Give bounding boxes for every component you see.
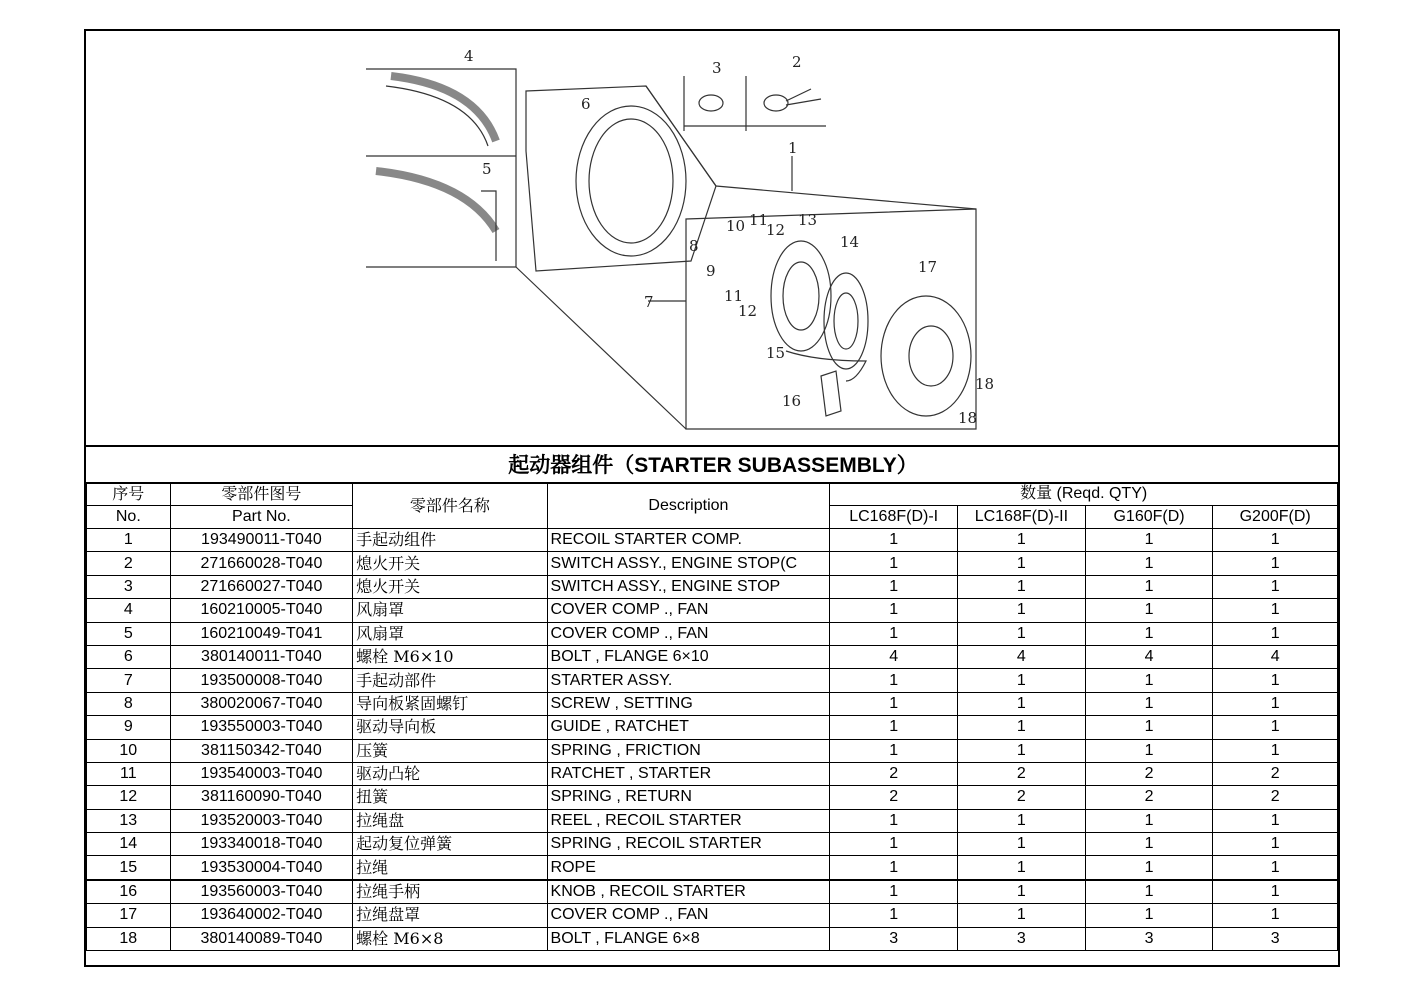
callout-label: 18 (975, 375, 995, 393)
row-number: 8 (87, 692, 171, 715)
table-row (87, 762, 1338, 785)
table-row (87, 786, 1338, 809)
part-number: 381160090-T040 (170, 786, 353, 809)
header-name-cn: 零部件名称 (353, 483, 547, 529)
part-description: SWITCH ASSY., ENGINE STOP (547, 575, 830, 598)
qty-cell: 1 (1085, 833, 1213, 856)
qty-cell: 1 (1213, 856, 1338, 880)
part-description: SPRING , FRICTION (547, 739, 830, 762)
callout-label: 1 (788, 139, 798, 157)
part-description: SPRING , RETURN (547, 786, 830, 809)
qty-cell: 1 (1085, 856, 1213, 880)
part-number: 193530004-T040 (170, 856, 353, 880)
header-model: G200F(D) (1213, 506, 1338, 529)
row-number: 9 (87, 716, 171, 739)
qty-cell: 1 (830, 809, 958, 832)
part-name-cn: 手起动组件 (353, 529, 547, 552)
qty-cell: 1 (1213, 599, 1338, 622)
part-name-cn: 拉绳手柄 (353, 880, 547, 904)
part-number: 193520003-T040 (170, 809, 353, 832)
part-number: 193500008-T040 (170, 669, 353, 692)
qty-cell: 4 (1085, 645, 1213, 668)
qty-cell: 1 (1085, 575, 1213, 598)
qty-cell: 1 (830, 552, 958, 575)
header-model: G160F(D) (1085, 506, 1213, 529)
qty-cell: 1 (958, 552, 1086, 575)
callout-label: 9 (706, 262, 716, 280)
qty-cell: 1 (1085, 529, 1213, 552)
table-row (87, 622, 1338, 645)
callout-label: 3 (712, 59, 722, 77)
part-number: 193540003-T040 (170, 762, 353, 785)
row-number: 11 (87, 762, 171, 785)
qty-cell: 1 (830, 669, 958, 692)
part-description: KNOB , RECOIL STARTER (547, 880, 830, 904)
part-description: STARTER ASSY. (547, 669, 830, 692)
qty-cell: 1 (958, 739, 1086, 762)
part-name-cn: 扭簧 (353, 786, 547, 809)
row-number: 17 (87, 904, 171, 927)
section-title: 起动器组件（STARTER SUBASSEMBLY） (86, 445, 1340, 484)
qty-cell: 1 (1213, 739, 1338, 762)
header-part-cn: 零部件图号 (170, 483, 353, 506)
row-number: 4 (87, 599, 171, 622)
table-row (87, 529, 1338, 552)
row-number: 1 (87, 529, 171, 552)
row-number: 6 (87, 645, 171, 668)
qty-cell: 1 (830, 529, 958, 552)
row-number: 16 (87, 880, 171, 904)
qty-cell: 1 (1213, 904, 1338, 927)
header-model: LC168F(D)-I (830, 506, 958, 529)
qty-cell: 1 (1213, 692, 1338, 715)
part-name-cn: 熄火开关 (353, 552, 547, 575)
qty-cell: 1 (1085, 622, 1213, 645)
qty-cell: 4 (830, 645, 958, 668)
callout-label: 7 (644, 293, 654, 311)
qty-cell: 1 (1085, 809, 1213, 832)
part-description: SWITCH ASSY., ENGINE STOP(C (547, 552, 830, 575)
row-number: 13 (87, 809, 171, 832)
table-row (87, 833, 1338, 856)
qty-cell: 1 (958, 622, 1086, 645)
part-description: COVER COMP ., FAN (547, 622, 830, 645)
qty-cell: 1 (958, 856, 1086, 880)
header-qty-group: 数量 (Reqd. QTY) (830, 483, 1338, 506)
table-row (87, 716, 1338, 739)
part-name-cn: 驱动凸轮 (353, 762, 547, 785)
qty-cell: 3 (1085, 927, 1213, 950)
part-number: 193560003-T040 (170, 880, 353, 904)
qty-cell: 2 (830, 786, 958, 809)
row-number: 10 (87, 739, 171, 762)
qty-cell: 2 (1213, 786, 1338, 809)
header-no-en: No. (87, 506, 171, 529)
qty-cell: 2 (958, 762, 1086, 785)
qty-cell: 1 (1213, 622, 1338, 645)
row-number: 3 (87, 575, 171, 598)
qty-cell: 1 (958, 904, 1086, 927)
callout-label: 14 (840, 233, 860, 251)
part-description: ROPE (547, 856, 830, 880)
row-number: 2 (87, 552, 171, 575)
qty-cell: 1 (958, 529, 1086, 552)
part-name-cn: 拉绳 (353, 856, 547, 880)
qty-cell: 1 (1213, 833, 1338, 856)
row-number: 7 (87, 669, 171, 692)
part-name-cn: 手起动部件 (353, 669, 547, 692)
qty-cell: 1 (1085, 880, 1213, 904)
qty-cell: 1 (830, 599, 958, 622)
table-row (87, 927, 1338, 950)
part-number: 381150342-T040 (170, 739, 353, 762)
qty-cell: 4 (958, 645, 1086, 668)
qty-cell: 1 (1085, 552, 1213, 575)
callout-label: 17 (918, 258, 938, 276)
qty-cell: 1 (1213, 669, 1338, 692)
header-description: Description (547, 483, 830, 529)
qty-cell: 1 (958, 716, 1086, 739)
part-description: REEL , RECOIL STARTER (547, 809, 830, 832)
qty-cell: 1 (958, 669, 1086, 692)
header-part-en: Part No. (170, 506, 353, 529)
part-number: 271660028-T040 (170, 552, 353, 575)
qty-cell: 2 (830, 762, 958, 785)
table-row (87, 856, 1338, 880)
callout-label: 18 (958, 409, 978, 427)
table-row (87, 809, 1338, 832)
part-number: 193490011-T040 (170, 529, 353, 552)
part-name-cn: 压簧 (353, 739, 547, 762)
qty-cell: 1 (830, 833, 958, 856)
part-description: GUIDE , RATCHET (547, 716, 830, 739)
qty-cell: 1 (830, 880, 958, 904)
part-number: 380020067-T040 (170, 692, 353, 715)
table-row (87, 599, 1338, 622)
callout-label: 6 (581, 95, 591, 113)
qty-cell: 3 (958, 927, 1086, 950)
qty-cell: 1 (1213, 529, 1338, 552)
part-description: SPRING , RECOIL STARTER (547, 833, 830, 856)
row-number: 18 (87, 927, 171, 950)
part-number: 271660027-T040 (170, 575, 353, 598)
callout-label: 11 (749, 211, 769, 229)
qty-cell: 1 (1085, 599, 1213, 622)
part-number: 380140011-T040 (170, 645, 353, 668)
table-row (87, 904, 1338, 927)
header-no-cn: 序号 (87, 483, 171, 506)
part-name-cn: 风扇罩 (353, 622, 547, 645)
part-name-cn: 起动复位弹簧 (353, 833, 547, 856)
callout-label: 12 (766, 221, 786, 239)
row-number: 14 (87, 833, 171, 856)
callout-label: 15 (766, 344, 786, 362)
qty-cell: 4 (1213, 645, 1338, 668)
part-number: 380140089-T040 (170, 927, 353, 950)
callout-label: 8 (689, 237, 699, 255)
parts-table-body (87, 529, 1338, 951)
row-number: 12 (87, 786, 171, 809)
qty-cell: 1 (1085, 669, 1213, 692)
table-row (87, 645, 1338, 668)
part-name-cn: 导向板紧固螺钉 (353, 692, 547, 715)
part-name-cn: 风扇罩 (353, 599, 547, 622)
exploded-view-drawing (86, 31, 1340, 445)
qty-cell: 1 (958, 599, 1086, 622)
qty-cell: 1 (958, 833, 1086, 856)
qty-cell: 1 (1213, 716, 1338, 739)
qty-cell: 2 (958, 786, 1086, 809)
callout-label: 4 (464, 47, 474, 65)
qty-cell: 1 (1085, 692, 1213, 715)
qty-cell: 1 (958, 880, 1086, 904)
row-number: 15 (87, 856, 171, 880)
part-name-cn: 拉绳盘 (353, 809, 547, 832)
qty-cell: 1 (1213, 552, 1338, 575)
part-name-cn: 螺栓 M6×8 (353, 927, 547, 950)
part-description: RATCHET , STARTER (547, 762, 830, 785)
callout-label: 13 (798, 211, 818, 229)
qty-cell: 1 (1085, 739, 1213, 762)
qty-cell: 1 (1213, 575, 1338, 598)
part-description: COVER COMP ., FAN (547, 599, 830, 622)
part-description: COVER COMP ., FAN (547, 904, 830, 927)
qty-cell: 3 (830, 927, 958, 950)
table-row (87, 739, 1338, 762)
callout-label: 12 (738, 302, 758, 320)
part-description: BOLT , FLANGE 6×8 (547, 927, 830, 950)
qty-cell: 1 (958, 575, 1086, 598)
qty-cell: 1 (830, 622, 958, 645)
qty-cell: 1 (830, 716, 958, 739)
qty-cell: 3 (1213, 927, 1338, 950)
callout-label: 16 (782, 392, 802, 410)
table-row (87, 880, 1338, 904)
exploded-view-diagram (86, 31, 1340, 447)
qty-cell: 1 (830, 904, 958, 927)
part-name-cn: 螺栓 M6×10 (353, 645, 547, 668)
table-row (87, 692, 1338, 715)
header-model: LC168F(D)-II (958, 506, 1086, 529)
callout-label: 5 (482, 160, 492, 178)
qty-cell: 1 (830, 575, 958, 598)
callout-label: 2 (792, 53, 802, 71)
callout-label: 10 (726, 217, 746, 235)
part-number: 160210049-T041 (170, 622, 353, 645)
qty-cell: 1 (830, 739, 958, 762)
part-number: 160210005-T040 (170, 599, 353, 622)
part-number: 193550003-T040 (170, 716, 353, 739)
qty-cell: 1 (1213, 809, 1338, 832)
qty-cell: 2 (1085, 786, 1213, 809)
qty-cell: 1 (830, 692, 958, 715)
qty-cell: 2 (1213, 762, 1338, 785)
table-row (87, 669, 1338, 692)
part-description: RECOIL STARTER COMP. (547, 529, 830, 552)
part-number: 193640002-T040 (170, 904, 353, 927)
qty-cell: 1 (958, 809, 1086, 832)
part-number: 193340018-T040 (170, 833, 353, 856)
part-name-cn: 熄火开关 (353, 575, 547, 598)
callout-label: 11 (724, 287, 744, 305)
qty-cell: 1 (1213, 880, 1338, 904)
parts-table (86, 482, 1338, 951)
part-name-cn: 拉绳盘罩 (353, 904, 547, 927)
qty-cell: 2 (1085, 762, 1213, 785)
parts-sheet (84, 29, 1340, 967)
part-description: BOLT , FLANGE 6×10 (547, 645, 830, 668)
row-number: 5 (87, 622, 171, 645)
qty-cell: 1 (830, 856, 958, 880)
part-name-cn: 驱动导向板 (353, 716, 547, 739)
table-row (87, 575, 1338, 598)
qty-cell: 1 (1085, 904, 1213, 927)
qty-cell: 1 (958, 692, 1086, 715)
part-description: SCREW , SETTING (547, 692, 830, 715)
qty-cell: 1 (1085, 716, 1213, 739)
table-row (87, 552, 1338, 575)
